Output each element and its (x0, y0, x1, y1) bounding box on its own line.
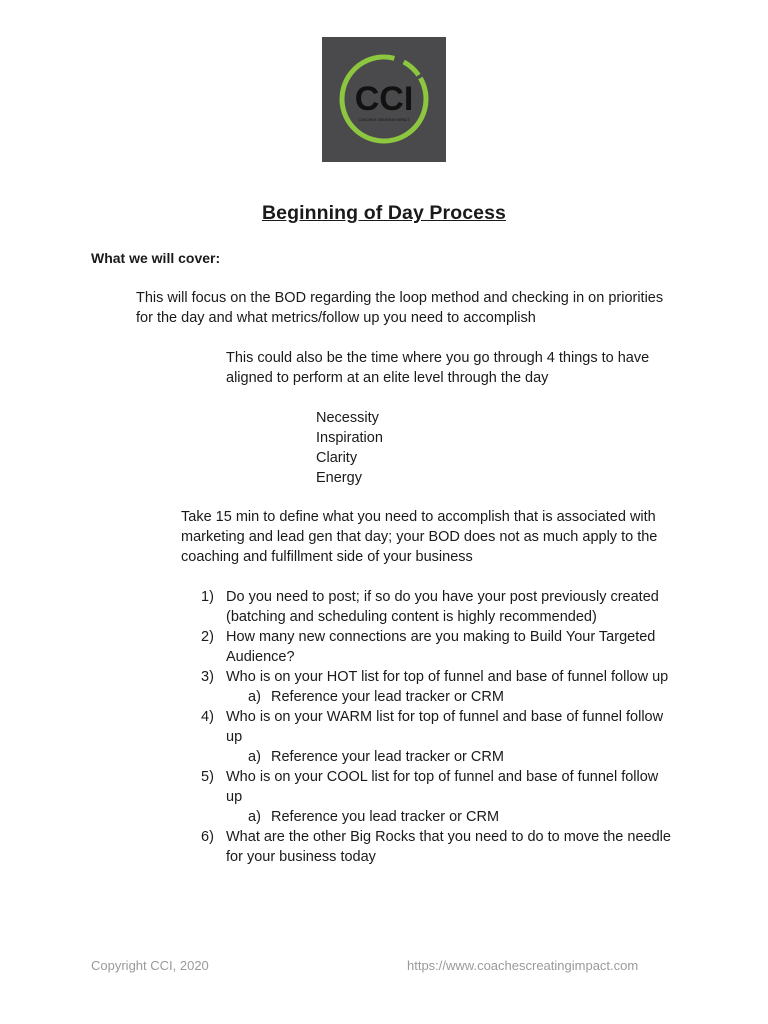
step-number: 2) (201, 629, 214, 645)
logo-subtext: COACHES CREATING IMPACT (358, 118, 410, 122)
step-text: How many new connections are you making to Build Your Targeted Audience? (226, 629, 656, 665)
focus-item: Necessity (316, 410, 379, 426)
sub-step-letter: a) (248, 689, 261, 705)
sub-step-item (226, 687, 671, 707)
focus-item: Energy (316, 470, 362, 486)
alignment-paragraph: This could also be the time where you go through 4 things to have aligned to perform at an elite level through the day (226, 350, 650, 386)
step-text: Do you need to post; if so do you have your post previously created (batching and scheduling content is highly recommended) (226, 589, 659, 625)
step-text: Who is on your COOL list for top of funnel and base of funnel follow up (226, 769, 659, 805)
logo-text: CCI (354, 80, 414, 118)
time-paragraph: Take 15 min to define what you need to accomplish that is associated with marketing and lead gen that day; your BOD does not as much apply to the coaching and fulfillment side of your business (181, 509, 658, 565)
sub-step-letter: a) (248, 809, 261, 825)
sub-step-item (226, 747, 671, 767)
step-number: 5) (201, 769, 214, 785)
cci-logo-graphic (322, 37, 446, 162)
sub-step-item (226, 807, 671, 827)
sub-step-letter: a) (248, 749, 261, 765)
step-text: Who is on your WARM list for top of funnel and base of funnel follow up (226, 709, 664, 745)
step-number: 3) (201, 669, 214, 685)
step-number: 4) (201, 709, 214, 725)
step-item (201, 667, 671, 707)
sub-step-text: Reference you lead tracker or CRM (271, 809, 500, 825)
sub-step-text: Reference your lead tracker or CRM (271, 749, 504, 765)
focus-list (316, 408, 383, 488)
footer-copyright: Copyright CCI, 2020 (91, 958, 209, 973)
step-text: What are the other Big Rocks that you need to do to move the needle for your business today (226, 829, 671, 865)
sub-step-text: Reference your lead tracker or CRM (271, 689, 504, 705)
footer-url: https://www.coachescreatingimpact.com (407, 958, 639, 973)
step-number: 6) (201, 829, 214, 845)
focus-item: Inspiration (316, 430, 383, 446)
step-item (201, 767, 671, 827)
cci-logo (322, 37, 446, 162)
step-number: 1) (201, 589, 214, 605)
step-text: Who is on your HOT list for top of funnel and base of funnel follow up (226, 669, 669, 685)
step-item (201, 707, 671, 767)
intro-paragraph: This will focus on the BOD regarding the loop method and checking in on priorities for the day and what metrics/follow up you need to accomplish (136, 290, 664, 326)
step-item (201, 627, 671, 667)
focus-item: Clarity (316, 450, 358, 466)
section-label: What we will cover: (91, 250, 221, 266)
steps-list (201, 587, 671, 867)
step-item (201, 587, 671, 627)
step-item (201, 827, 671, 867)
page-title: Beginning of Day Process (261, 202, 507, 224)
